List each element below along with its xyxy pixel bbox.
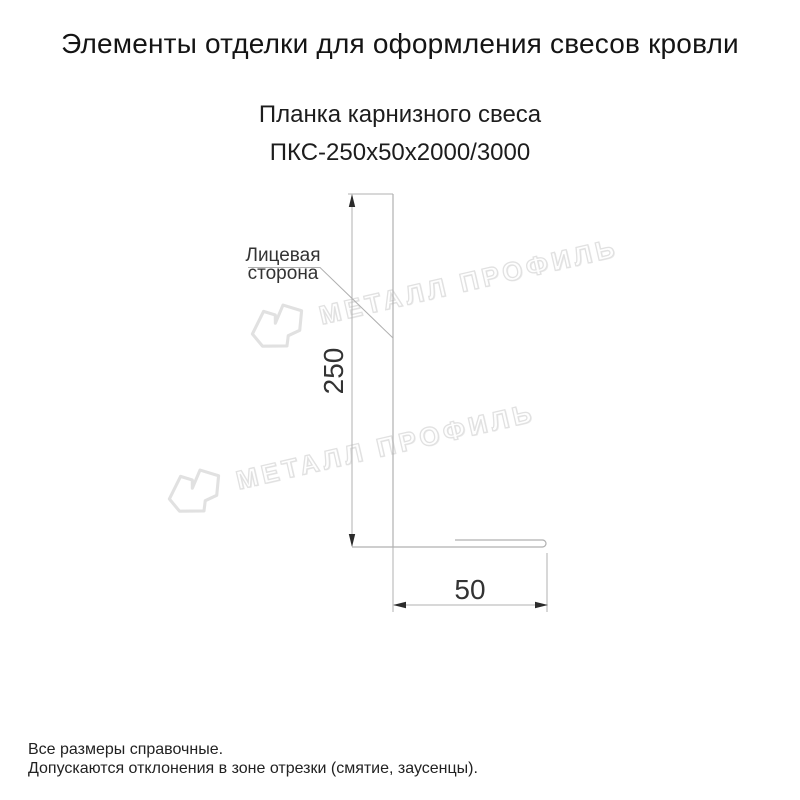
watermark-text: МЕТАЛЛ ПРОФИЛЬ <box>233 396 538 495</box>
page-title: Элементы отделки для оформления свесов кровли <box>61 28 739 59</box>
arrowhead-up-icon <box>349 194 355 207</box>
dimension-50-label: 50 <box>454 574 486 605</box>
face-side-label-line2: сторона <box>247 263 319 284</box>
watermark-text: МЕТАЛЛ ПРОФИЛЬ <box>316 231 621 330</box>
arrowhead-down-icon <box>349 534 355 547</box>
profile-flange-and-hem-line <box>352 540 546 547</box>
product-name: Планка карнизного свеса <box>258 101 542 128</box>
dimension-250-label: 250 <box>318 347 349 395</box>
face-side-label <box>243 247 323 283</box>
footer-note-line2: Допускаются отклонения в зоне отрезки (смятие, заусенцы). <box>28 760 478 777</box>
product-code: ПКС-250х50х2000/3000 <box>269 139 531 166</box>
arrowhead-right-icon <box>535 602 548 608</box>
face-side-label-line1: Лицевая <box>245 245 321 266</box>
arrowhead-left-icon <box>393 602 406 608</box>
footer-note-line1: Все размеры справочные. <box>28 741 224 758</box>
